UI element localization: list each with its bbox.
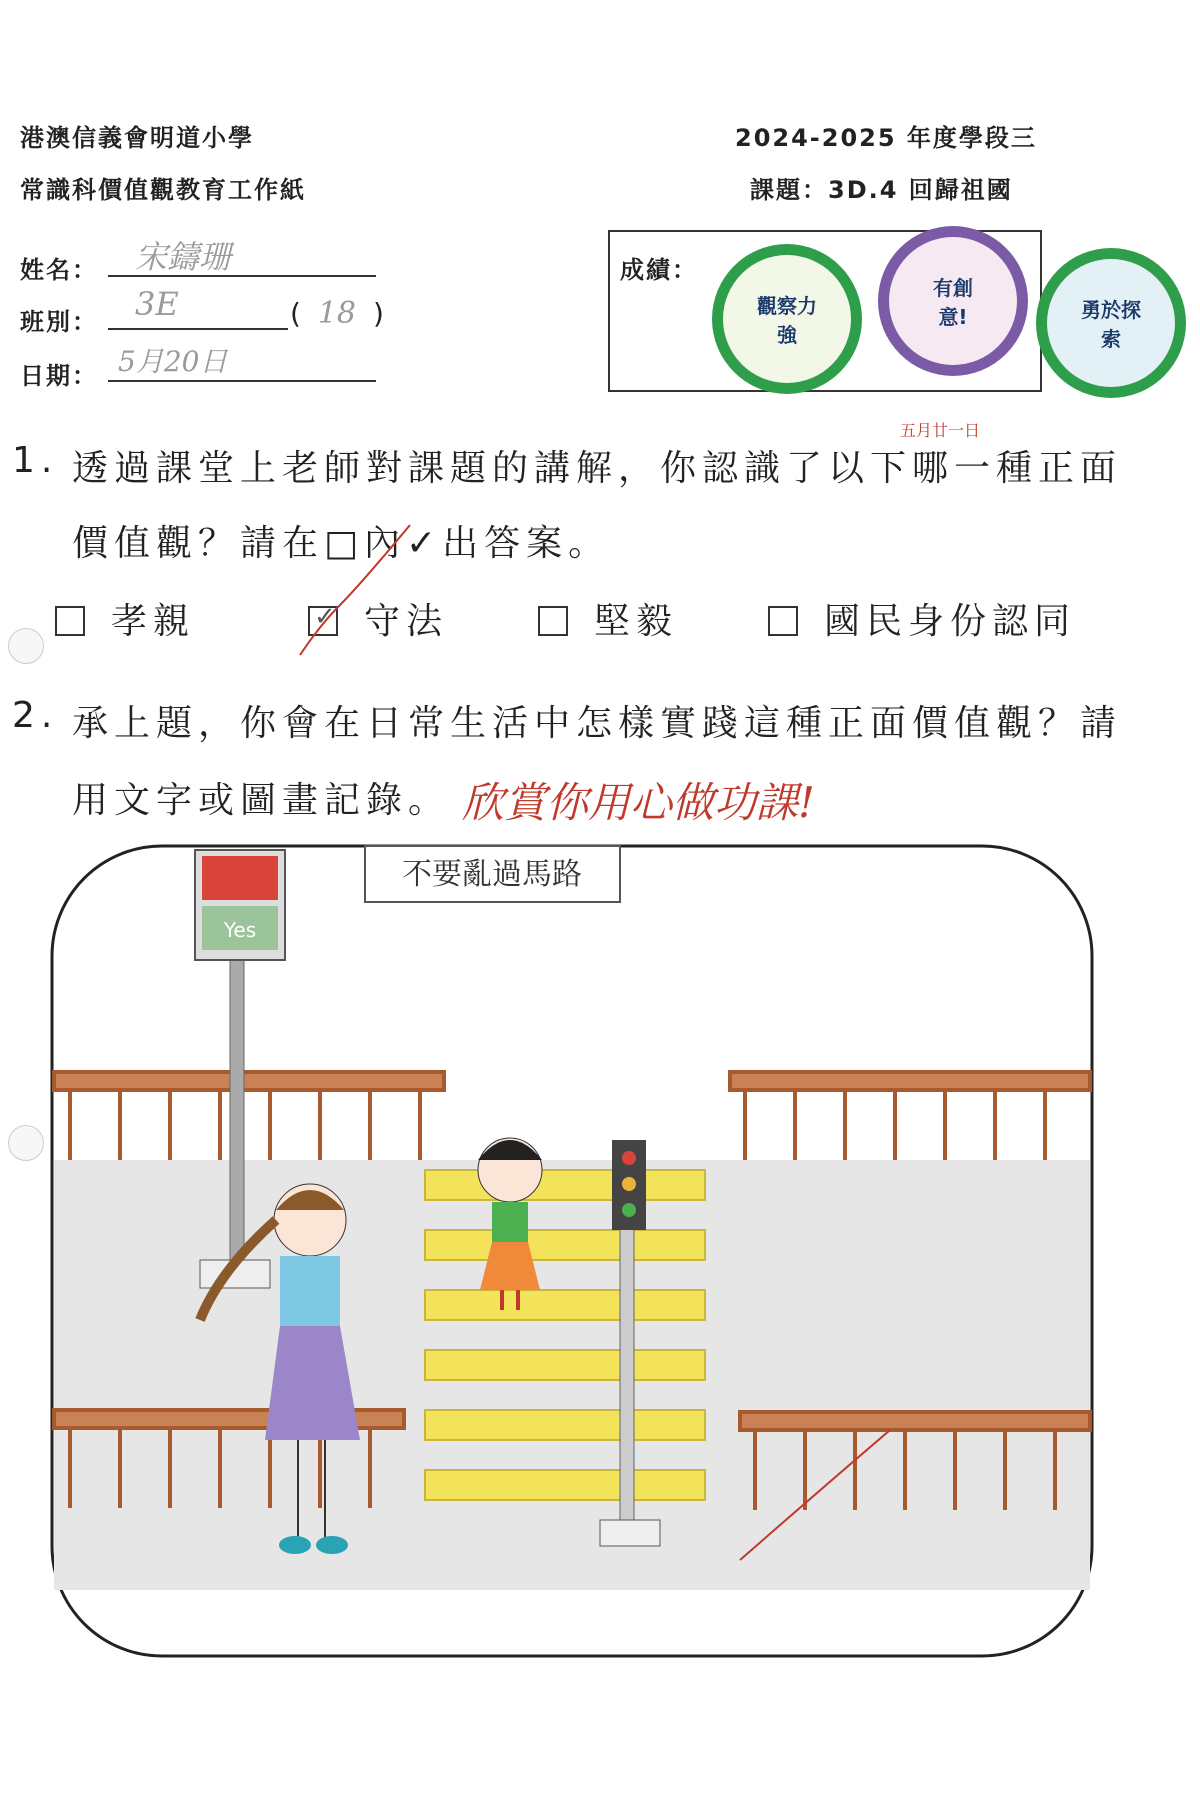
worksheet-title: 常識科價值觀教育工作紙	[20, 176, 306, 204]
option-national-identity-label: 國民身份認同	[824, 601, 1077, 642]
name-label: 姓名：	[20, 256, 98, 284]
term-label: 2024-2025 年度學段三	[735, 124, 1037, 152]
class-number	[290, 296, 384, 331]
teacher-date: 五月廿一日	[900, 421, 981, 440]
punch-hole-bottom	[8, 1125, 44, 1161]
checkbox-filial-piety[interactable]	[55, 606, 85, 636]
grade-label: 成績：	[620, 256, 698, 284]
checkbox-perseverance[interactable]	[538, 606, 568, 636]
class-number-value: 18	[317, 296, 357, 331]
option-filial-piety[interactable]	[55, 593, 195, 644]
q2-number: 2.	[12, 695, 59, 736]
option-filial-piety-label: 孝親	[111, 601, 196, 642]
date-underline	[108, 380, 376, 382]
date-value: 5月20日	[118, 345, 228, 378]
date-label: 日期：	[20, 362, 98, 390]
q2-line1: 承上題，你會在日常生活中怎樣實踐這種正面價值觀？請	[72, 703, 1123, 744]
class-underline	[108, 328, 288, 330]
class-number-close: )	[372, 297, 384, 330]
q1-line2: 價值觀？請在□內✓出答案。	[72, 523, 611, 564]
punch-hole-top	[8, 628, 44, 664]
badge-explore-sticker	[1036, 248, 1186, 398]
teacher-comment: 欣賞你用心做功課!	[462, 778, 815, 827]
badge-explore-text: 勇於探索	[1081, 298, 1141, 351]
name-value: 宋鑄珊	[135, 238, 232, 276]
option-perseverance-label: 堅毅	[594, 601, 679, 642]
topic-label: 課題：3D.4 回歸祖國	[750, 176, 1013, 204]
option-perseverance[interactable]	[538, 593, 678, 644]
class-label: 班別：	[20, 308, 98, 336]
badge-observation-text: 觀察力強	[757, 294, 817, 347]
option-law-abiding-label: 守法	[364, 601, 449, 642]
badge-creative-text: 有創意!	[933, 276, 973, 329]
option-national-identity[interactable]	[768, 593, 1076, 644]
badge-observation-sticker	[712, 244, 862, 394]
q2-line2: 用文字或圖畫記錄。	[72, 780, 451, 821]
class-value: 3E	[135, 285, 179, 323]
school-name: 港澳信義會明道小學	[20, 124, 254, 152]
class-number-open: (	[290, 297, 301, 330]
student-drawing	[40, 840, 1115, 1670]
checkmark-icon: ✓	[314, 602, 342, 632]
badge-creative-sticker	[878, 226, 1028, 376]
q1-number: 1.	[12, 440, 59, 481]
checkbox-national-identity[interactable]	[768, 606, 798, 636]
sign-text: 不要亂過馬路	[402, 857, 582, 892]
teacher-tick-q1	[290, 515, 430, 665]
q1-line1: 透過課堂上老師對課題的講解，你認識了以下哪一種正面	[72, 448, 1123, 489]
light-yes-text: Yes	[223, 918, 257, 942]
